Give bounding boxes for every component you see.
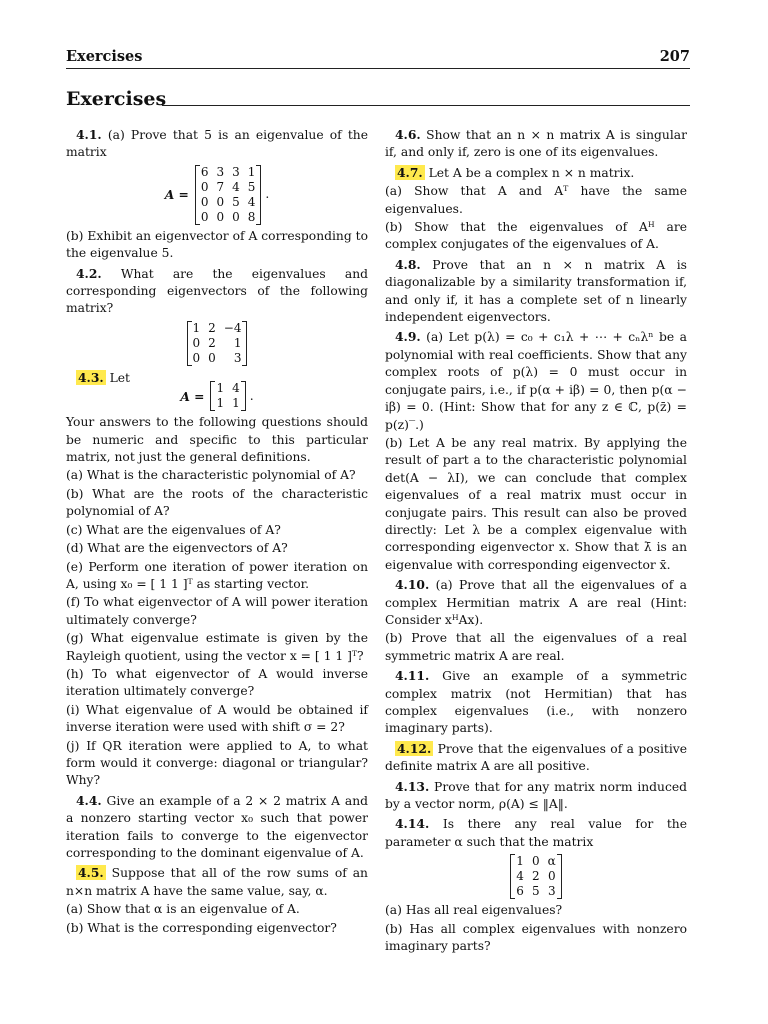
matrix [195,165,262,225]
matrix-row [189,336,246,351]
exercise-text: Is there any real value for the parameter α such that the matrix [385,817,687,849]
exercise-text: Suppose that all of the row sums of an n×n matrix A have the same value, say, α. [66,866,368,898]
matrix-cell: 0 [208,350,216,365]
matrix-cell: 0 [192,335,201,350]
exercise-text: (a) Prove that 5 is an eigenvalue of the matrix [66,128,368,160]
exercise-part: (b) What are the roots of the characteristic polynomial of A? [66,486,368,519]
matrix-cell: 3 [216,164,225,179]
exercise-text: Give an example of a 2 × 2 matrix A and a nonzero starting vector x₀ such that power iteration fails to converge to the eigenvector corresponding to the dominant eigenvalue of A. [66,793,368,860]
matrix-cell: 2 [208,335,216,350]
section-title: Exercises [66,88,176,110]
matrix-cell: 0 [548,869,556,884]
matrix-cell: 1 [216,396,225,411]
section-rule [162,105,690,106]
exercise-4-12 [385,740,687,776]
exercise-part: (f) To what eigenvector of A will power iteration ultimately converge? [66,595,368,627]
running-header-chapter: Exercises [66,48,143,65]
matrix-cell: 0 [232,209,240,224]
exercise-number: 4.3. [78,369,104,385]
matrix-cell: 1 [232,396,240,411]
exercise-part: (b) Exhibit an eigenvector of A corresponding to the eigenvalue 5. [66,228,368,261]
matrix-row [197,165,260,180]
exercise-text: Give an example of a symmetric complex matrix (not Hermitian) that has complex eigenvalues (i.e., with nonzero imaginary parts). [385,669,687,736]
matrix [210,381,245,411]
matrix-block-4-1: A = 6 3 3 1 0 7 4 5 0 0 5 4 0 0 0 8 . [164,164,270,224]
exercise-text: Let A be a complex n × n matrix. [428,165,635,180]
matrix-row [512,884,559,899]
exercise-part: (a) Has all real eigenvalues? [385,903,563,918]
exercise-part: (g) What eigenvalue estimate is given by the Rayleigh quotient, using the vector x = [ 1 1 ]ᵀ? [66,631,368,663]
matrix-row [197,180,260,195]
matrix-cell: 0 [192,350,201,365]
matrix-cell: 1 [216,381,225,396]
exercise-4-7 [385,164,687,182]
exercise-part: (b) Has all complex eigenvalues with nonzero imaginary parts? [385,921,687,954]
exercise-part: (i) What eigenvalue of A would be obtained if inverse iteration were used with shift σ = 2? [66,702,368,735]
exercise-parts [66,467,368,789]
matrix-cell: 4 [232,179,240,194]
exercise-number: 4.10. [395,577,430,593]
exercise-4-8 [385,256,687,327]
exercise-part: (a) Show that α is an eigenvalue of A. [66,902,300,917]
exercise-part: (b) Let A be any real matrix. By applying the result of part a to the characteristic polynomial det(A − λI), we can conclude that complex eigenvalues of a real matrix must occur in conjugate pairs. This result can also be proved directly: Let λ be a complex eigenvalue with corresponding eigenvector x. Show that λ̄ is an eigenvalue with corresponding eigenvector x̄. [385,435,687,572]
matrix-block-4-3: A = 1 4 1 1 . [180,381,254,411]
matrix [510,854,561,899]
matrix-cell: 5 [247,179,256,194]
left-column [66,124,368,937]
exercise-4-11 [385,667,687,738]
matrix-cell: 1 [247,164,256,179]
exercise-part: (j) If QR iteration were applied to A, to what form would it converge: diagonal or triangular? Why? [66,738,368,788]
matrix-cell: 3 [233,350,242,365]
exercise-number: 4.8. [395,256,421,272]
exercise-4-5 [66,864,368,900]
running-header [66,48,690,69]
exercise-number: 4.11. [395,668,430,684]
matrix-cell: 8 [247,209,256,224]
exercise-number: 4.4. [76,792,102,808]
matrix-row [512,854,559,869]
matrix-block-4-2 [66,321,368,366]
matrix-cell: 4 [247,194,256,209]
matrix-cell: 4 [516,869,524,884]
exercise-text: Let [109,370,130,385]
matrix-row [197,195,260,210]
exercise-part: (e) Perform one iteration of power iteration on A, using x₀ = [ 1 1 ]ᵀ as starting vector. [66,559,368,591]
matrix-label: A = [164,187,189,203]
exercise-number: 4.9. [395,329,421,345]
exercise-part: (c) What are the eigenvalues of A? [66,522,281,537]
matrix-cell: 5 [232,194,240,209]
exercise-4-1 [66,126,368,162]
exercise-text: What are the eigenvalues and corresponding eigenvectors of the following matrix? [66,266,368,316]
exercise-text: Prove that the eigenvalues of a positive definite matrix A are all positive. [385,741,687,774]
exercise-text: (a) Prove that all the eigenvalues of a complex Hermitian matrix A are real (Hint: Consider xᴴAx). [385,578,687,627]
exercise-4-2 [66,265,368,318]
matrix-cell: 5 [531,884,540,899]
matrix-cell: 1 [233,335,242,350]
exercise-part: (b) Prove that all the eigenvalues of a real symmetric matrix A are real. [385,631,687,663]
exercise-4-4 [66,792,368,863]
matrix-cell: 6 [516,884,524,899]
matrix-cell: 1 [192,320,201,335]
matrix-cell: 0 [200,209,209,224]
matrix-cell: 0 [200,194,209,209]
exercise-4-13 [385,778,687,814]
exercise-text: Show that an n × n matrix A is singular if, and only if, zero is one of its eigenvalues. [385,128,687,160]
exercise-number: 4.13. [395,778,430,794]
matrix-row [512,869,559,884]
matrix-cell: 2 [531,869,540,884]
matrix-cell: α [547,854,556,869]
exercise-text: Prove that an n × n matrix A is diagonalizable by a similarity transformation if, and only if, it has a complete set of n linearly independent eigenvectors. [385,257,687,325]
matrix-cell: −4 [223,320,242,335]
right-column [385,124,687,955]
matrix-block-4-14 [385,854,687,899]
matrix-row [197,210,260,225]
exercise-number: 4.2. [76,265,102,281]
matrix [187,321,248,366]
exercise-part: (d) What are the eigenvectors of A? [66,541,288,556]
exercise-number: 4.14. [395,816,430,832]
exercise-number: 4.1. [76,127,102,142]
page-number: 207 [659,48,690,65]
exercise-number: 4.6. [395,127,421,142]
exercise-number: 4.5. [78,865,104,881]
matrix-cell: 2 [208,320,216,335]
section-heading [66,88,690,110]
matrix-cell: 1 [516,854,524,869]
exercise-4-9 [385,328,687,433]
matrix-cell: 0 [531,854,540,869]
matrix-cell: 0 [216,194,225,209]
exercise-part: (b) Show that the eigenvalues of Aᴴ are complex conjugates of the eigenvalues of A. [385,220,687,252]
exercise-text: (a) Let p(λ) = c₀ + c₁λ + ⋯ + cₙλⁿ be a polynomial with real coefficients. Show that any complex roots of p(λ) = 0 must occur in conjugate pairs, i.e., if p(α + iβ) = 0, then p(α − iβ) = 0. (Hint: Show that for any z ∈ ℂ, p(z̄) = p(z)‾.) [385,330,687,432]
matrix-row [212,381,243,396]
matrix-label: A = [180,388,205,404]
exercise-4-6 [385,126,687,162]
exercise-part: (a) What is the characteristic polynomial of A? [66,468,356,483]
matrix-row [189,321,246,336]
exercise-part: (h) To what eigenvector of A would inverse iteration ultimately converge? [66,666,368,699]
exercise-text: Prove that for any matrix norm induced by a vector norm, ρ(A) ≤ ‖A‖. [385,779,687,812]
matrix-cell: 0 [200,179,209,194]
matrix-cell: 4 [232,381,240,396]
exercise-4-14 [385,815,687,851]
matrix-row [189,351,246,366]
exercise-part: (b) What is the corresponding eigenvector? [66,920,337,935]
exercise-part: (a) Show that A and Aᵀ have the same eigenvalues. [385,184,687,216]
matrix-cell: 0 [216,209,225,224]
exercise-number: 4.12. [397,740,432,756]
matrix-row [212,396,243,411]
exercise-intro: Your answers to the following questions should be numeric and specific to this particular matrix, not just the general definitions. [66,415,368,465]
matrix-cell: 3 [232,164,240,179]
matrix-cell: 3 [548,884,556,899]
exercise-4-10 [385,576,687,629]
matrix-cell: 6 [200,164,209,179]
exercise-number: 4.7. [397,164,423,180]
matrix-cell: 7 [216,179,225,194]
